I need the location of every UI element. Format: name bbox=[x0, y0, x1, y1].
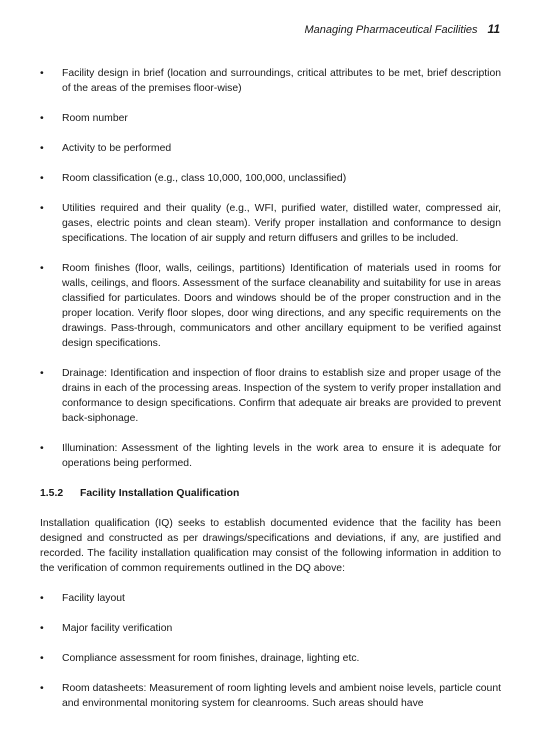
list-item: • Room number bbox=[40, 111, 501, 126]
list-item: • Compliance assessment for room finishes, drainage, lighting etc. bbox=[40, 651, 501, 666]
body-paragraph: Installation qualification (IQ) seeks to establish documented evidence that the facility has been designed and constructed as per drawings/specifications and deviations, if any, are justified and recorded. The facility installation qualification may consist of the following information in addition to the verification of common requirements outlined in the DQ above: bbox=[40, 518, 501, 574]
section-heading bbox=[40, 486, 501, 501]
list-item: • Drainage: Identification and inspection of floor drains to establish size and proper usage of the drains in each of the processing areas. Inspection of the system to verify proper installation and conformance to design specifications. Confirm that adequate air breaks are provided to prevent back-siphonage. bbox=[40, 366, 501, 426]
list-item: • Major facility verification bbox=[40, 621, 501, 636]
list-item: • Room finishes (floor, walls, ceilings, partitions) Identification of materials used in rooms for walls, ceilings, and floors. Assessment of the surface cleanability and suitability for use in areas classified for particulates. Doors and windows should be of the proper construction and in the proper location. Verify floor slopes, door wing directions, and any specific requirements on the drawings. Pass-through, communicators and other ancillary equipment to be verified against design specifications. bbox=[40, 261, 501, 351]
section-number: 1.5.2 bbox=[40, 488, 64, 499]
list-item: • Facility layout bbox=[40, 591, 501, 606]
section-title: Facility Installation Qualification bbox=[80, 488, 240, 499]
list-item: • Utilities required and their quality (e.g., WFI, purified water, distilled water, compressed air, gases, electric points and clean steam). Verify proper installation and conformance to design specifications. The location of air supply and return diffusers and grilles to be included. bbox=[40, 201, 501, 246]
list-item: • Room datasheets: Measurement of room lighting levels and ambient noise levels, particle count and environmental monitoring system for cleanrooms. Such areas should have bbox=[40, 681, 501, 711]
running-header-title: Managing Pharmaceutical Facilities bbox=[304, 24, 478, 36]
list-item: • Facility design in brief (location and surroundings, critical attributes to be met, brief description of the areas of the premises floor-wise) bbox=[40, 66, 501, 96]
page-number: 11 bbox=[487, 22, 500, 36]
list-item: • Activity to be performed bbox=[40, 141, 501, 156]
list-item: • Illumination: Assessment of the lighting levels in the work area to ensure it is adequate for operations being performed. bbox=[40, 441, 501, 471]
list-item: • Room classification (e.g., class 10,000, 100,000, unclassified) bbox=[40, 171, 501, 186]
page-body bbox=[40, 66, 501, 711]
running-header bbox=[305, 22, 501, 38]
